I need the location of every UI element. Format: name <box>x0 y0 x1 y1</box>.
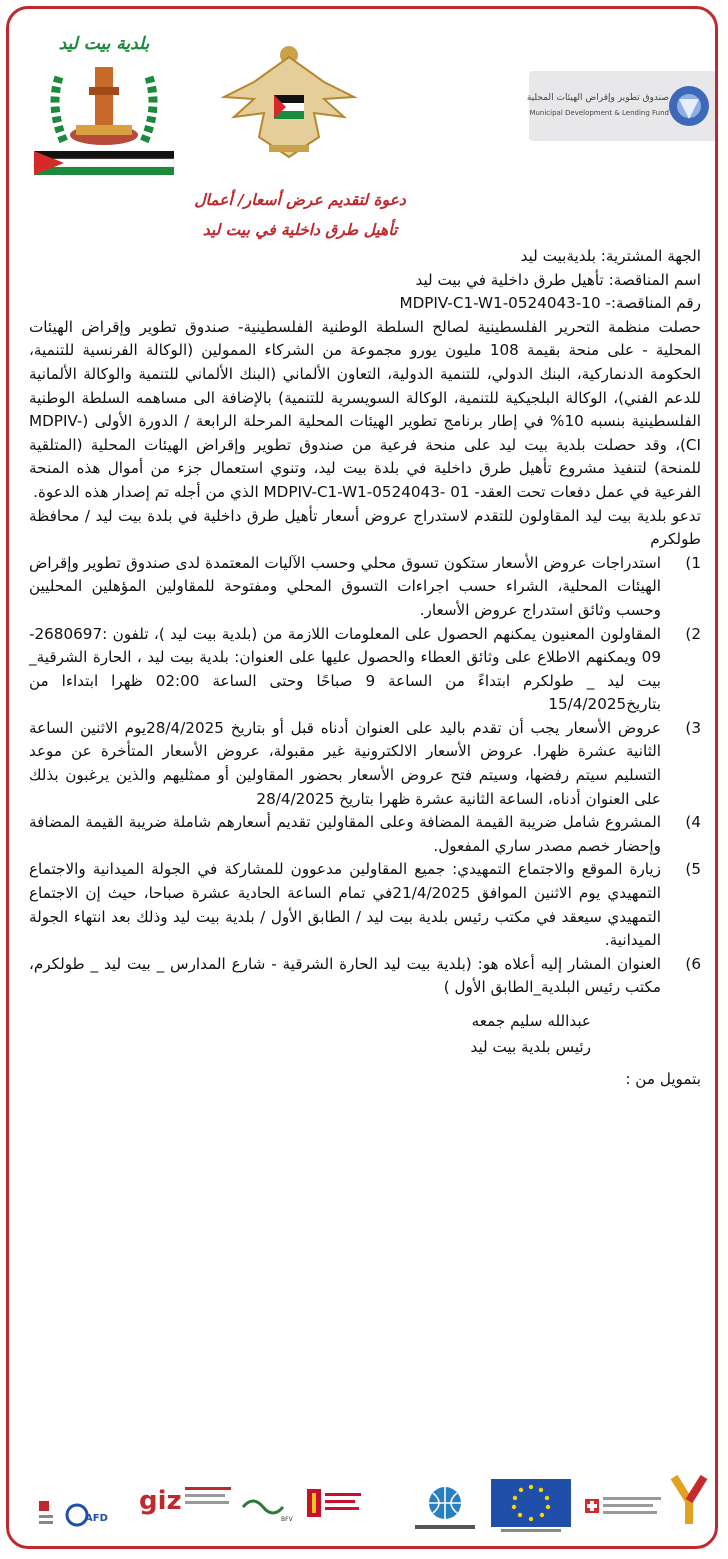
list-item-number: 1) <box>685 553 701 572</box>
list-item-number: 4) <box>685 813 701 832</box>
svg-text:BFV: BFV <box>281 1516 293 1523</box>
list-item-text: العنوان المشار إليه أعلاه هو: (بلدية بيت ليد الحارة الشرقية - شارع المدارس _ بيت ليد _ طولكرم، مكتب رئيس البلدية_الطابق الأول ) <box>29 954 661 997</box>
danish-ministry-logo <box>307 1489 363 1535</box>
giz-logo <box>139 1477 235 1527</box>
list-item <box>29 623 701 717</box>
mdlf-name-ar: صندوق تطوير وإقراض الهيئات المحلية <box>526 93 669 103</box>
tender-name-line: اسم المناقصة: تأهيل طرق داخلية في بيت ليد <box>415 270 701 289</box>
signature-block <box>29 1008 701 1060</box>
list-item-number: 2) <box>685 624 701 643</box>
svg-text:giz: giz <box>139 1486 182 1516</box>
list-item-number: 6) <box>685 954 701 973</box>
mdlf-logo <box>526 71 717 141</box>
funding-label: بتمويل من : <box>625 1070 701 1088</box>
list-item-text: زيارة الموقع والاجتماع التمهيدي: جميع المقاولين مدعوون للمشاركة في الجولة الميدانية والاجتماع التمهيدي يوم الاثنين الموافق 21/4/2025في تمام الساعة الحادية عشرة صباحا، حيث إن الاجتماع التمهيدي سيعقد في مكتب رئيس بلدية بيت ليد / الطابق الأول / بلدية بيت ليد وذلك بعد انتهاء الجولة الميدانية. <box>29 860 661 950</box>
svg-text:بلدية بيت ليد: بلدية بيت ليد <box>58 34 150 54</box>
tender-number-line: رقم المناقصة:- MDPIV-C1-W1-0524043-10 <box>399 294 701 313</box>
partner-y-logo <box>669 1469 709 1529</box>
list-item-number: 5) <box>685 860 701 879</box>
mdlf-mark-icon <box>526 71 717 141</box>
signatory-name: عبدالله سليم جمعه <box>471 1012 591 1030</box>
list-item-number: 3) <box>685 718 701 737</box>
list-item-text: المقاولون المعنيون يمكنهم الحصول على المعلومات اللازمة من (بلدية بيت ليد )، تلفون :2680697-09 ويمكنهم الاطلاع على وثائق العطاء والحصول عليها على العنوان: بلدية بيت ليد ، الحارة الشرقية_ بيت ليد _ طولكرم ابتداءً من الساعة 9 صباحًا وحتى الساعة 02:00 ظهرا ابتداءا من بتاريخ15/4/2025 <box>29 624 662 714</box>
signatory-title: رئيس بلدية بيت ليد <box>470 1038 591 1056</box>
sponsor-logos <box>19 1469 711 1539</box>
list-item <box>29 858 701 952</box>
intro-paragraph: حصلت منظمة التحرير الفلسطينية لصالح السلطة الوطنية الفلسطينية- صندوق تطوير وإقراض الهيئات المحلية - على منحة بقيمة 108 مليون يورو مجموعة من الشركاء الممولين (الوكالة الفرنسية للتنمية، الحكومة الدنماركية، البنك الدولي، للتنمية الدولية، التعاون الألماني (البنك الألماني للتنمية والوكالة الألمانية للدعم الفني)، الوكالة البلجيكية للتنمية، الوكالة السويسرية للتنمية) بالإضافة الى مساهمه السلطة الوطنية الفلسطينية بنسبه 10% في إطار برنامج تطوير الهيئات المحلية المرحلة الرابعة / الدورة الأولى (MDPIV-CI)، وقد حصلت بلدية بيت ليد على منحة فرعية من صندوق تطوير وإقراض الهيئات المحلية (المتلقية للمنحة) لتنفيذ مشروع تأهيل طرق داخلية في بلدة بيت ليد، وتنوي استعمال جزء من أموال هذه المنحة الفرعية في عمل دفعات تحت العقد- 01 -MDPIV-C1-W1-0524043 الذي من أجله تم إصدار هذه الدعوة. <box>29 317 701 501</box>
palestinian-eagle-emblem-icon <box>214 37 364 167</box>
list-item-text: المشروع شامل ضريبة القيمة المضافة وعلى المقاولين تقديم أسعارهم شاملة ضريبة القيمة المضافة وإحضار خصم مصدر ساري المفعول. <box>29 813 661 855</box>
title-line-1: دعوة لتقديم عرض أسعار/ أعمال <box>194 191 406 209</box>
kfw-logo <box>239 1491 299 1527</box>
announcement-body <box>29 245 701 1092</box>
list-item <box>29 953 701 1000</box>
european-union-flag-icon <box>491 1479 571 1535</box>
list-item-text: استدراجات عروض الأسعار ستكون تسوق محلي وحسب الآليات المعتمدة لدى صندوق تطوير وإقراض الهيئات المحلية، الشراء حسب اجراءات التسوق المحلي ومفتوحة للمقاولين المؤهلين المحليين وحسب وثائق استدراج عروض الأسعار. <box>29 553 661 619</box>
title-line-2: تأهيل طرق داخلية في بيت ليد <box>202 221 398 239</box>
list-item <box>29 552 701 623</box>
mdlf-name-en: Municipal Development & Lending Fund <box>529 109 669 117</box>
svg-text:AFD: AFD <box>85 1513 108 1524</box>
buyer-line: الجهة المشترية: بلديةبيت ليد <box>520 247 701 265</box>
header-logos <box>9 9 718 179</box>
announcement-titles <box>9 185 718 245</box>
list-item <box>29 811 701 858</box>
municipality-logo <box>29 27 179 177</box>
swiss-cooperation-logo <box>585 1489 665 1529</box>
list-item <box>29 717 701 811</box>
announcement-frame <box>6 6 718 1549</box>
afd-logo <box>39 1497 109 1533</box>
list-item-text: عروض الأسعار يجب أن تقدم باليد على العنوان أدناه قبل أو بتاريخ 28/4/2025يوم الاثنين الساعة الثانية عشرة ظهرا. عروض الأسعار الالكترونية غير مقبولة، عروض الأسعار المتأخرة عن موعد التسليم سيتم رفضها، وسيتم فتح عروض الأسعار بحضور المقاولين أو ممثليهم والذين يرغبون بذلك على العنوان أدناه، الساعة الثانية عشرة ظهرا بتاريخ 28/4/2025 <box>29 718 661 808</box>
world-bank-logo <box>407 1483 483 1535</box>
invite-paragraph: تدعو بلدية بيت ليد المقاولون للتقدم لاستدراج عروض أسعار تأهيل طرق داخلية في بلدة بيت ليد / محافظة طولكرم <box>29 506 701 549</box>
